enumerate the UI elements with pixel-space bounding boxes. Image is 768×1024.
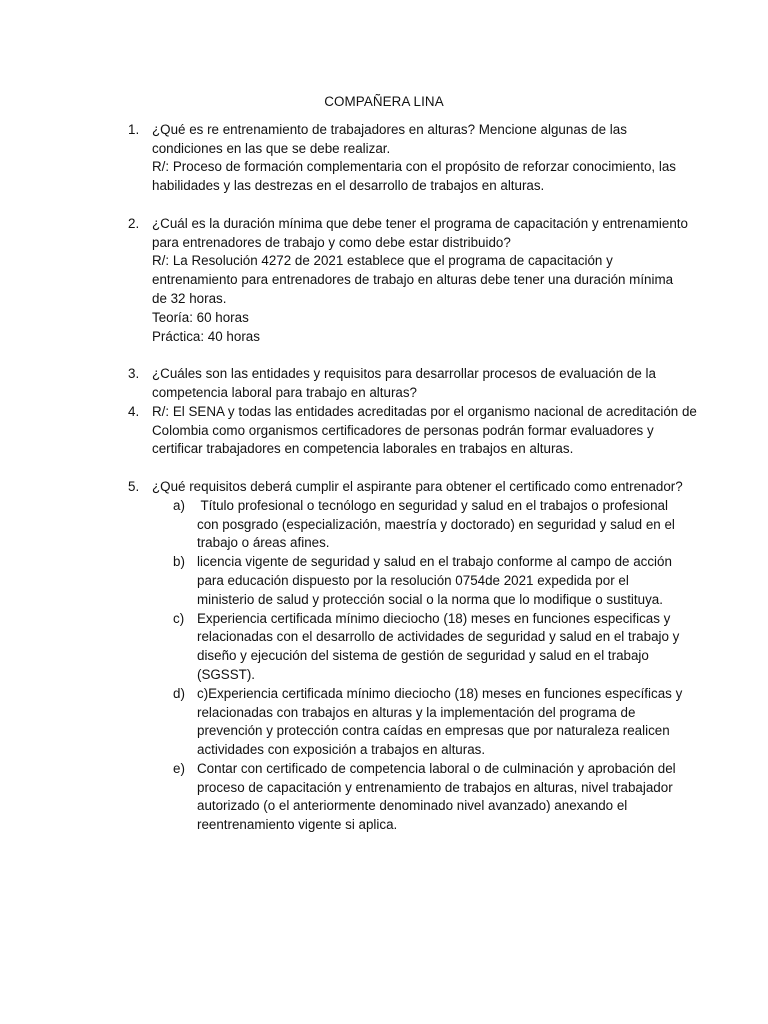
answer-line: R/: Proceso de formación complementaria con el propósito de reforzar conocimiento, las (152, 159, 676, 175)
question-number: 5. (128, 478, 140, 494)
text-line: ¿Cuál es la duración mínima que debe tener el programa de capacitación y entrenamiento (152, 215, 688, 231)
answer-line: de 32 horas. (152, 290, 227, 306)
requirement-letter: d) (173, 685, 185, 701)
question-number: 1. (128, 121, 140, 137)
text-line: autorizado (o el anteriormente denominado nivel avanzado) anexando el (197, 798, 628, 814)
text-line: Contar con certificado de competencia laboral o de culminación y aprobación del (197, 760, 676, 776)
question-5 (0, 478, 768, 835)
question-number: 2. (128, 215, 140, 231)
requirement-d (152, 685, 683, 760)
text-line: ¿Qué es re entrenamiento de trabajadores en alturas? Mencione algunas de las (152, 121, 627, 137)
text-line: Experiencia certificada mínimo dieciocho (18) meses en funciones especificas y (197, 610, 671, 626)
text-line: prevención y protección contra caídas en empresas que por naturaleza realicen (197, 723, 670, 739)
spacer (0, 346, 768, 365)
text-line: ¿Cuáles son las entidades y requisitos para desarrollar procesos de evaluación de la (152, 366, 656, 382)
text-line: diseño y ejecución del sistema de gestión de seguridad y salud en el trabajo (197, 648, 649, 664)
text-line: relacionadas con trabajos en alturas y la implementación del programa de (197, 704, 636, 720)
text-line: condiciones en las que se debe realizar. (152, 140, 391, 156)
text-line: actividades con exposición a trabajos en alturas. (197, 742, 486, 758)
question-3 (0, 365, 768, 403)
answer-line: entrenamiento para entrenadores de trabajo en alturas debe tener una duración mínima (152, 272, 674, 288)
requirement-letter: a) (173, 497, 185, 513)
requirement-list (152, 497, 683, 835)
requirement-letter: e) (173, 760, 185, 776)
answer-line: R/: El SENA y todas las entidades acreditadas por el organismo nacional de acreditación de (152, 403, 697, 419)
page-title: COMPAÑERA LINA (324, 94, 444, 109)
text-line: para entrenadores de trabajo y como debe estar distribuido? (152, 234, 511, 250)
question-number: 4. (128, 403, 140, 419)
spacer (0, 459, 768, 478)
answer-line: R/: La Resolución 4272 de 2021 establece que el programa de capacitación y (152, 253, 613, 269)
question-1 (0, 121, 768, 196)
text-line: Título profesional o tecnólogo en seguridad y salud en el trabajos o profesional (197, 497, 668, 513)
question-list (0, 121, 768, 835)
requirement-a (152, 497, 675, 553)
text-line: reentrenamiento vigente si aplica. (197, 817, 398, 833)
answer-line: Práctica: 40 horas (152, 328, 260, 344)
text-line: (SGSST). (197, 666, 256, 682)
answer-line: Teoría: 60 horas (152, 309, 249, 325)
text-line: ¿Qué requisitos deberá cumplir el aspirante para obtener el certificado como entrenador? (152, 478, 683, 494)
text-line: proceso de capacitación y entrenamiento de trabajos en alturas, nivel trabajador (197, 779, 673, 795)
requirement-letter: c) (173, 610, 185, 626)
text-line: licencia vigente de seguridad y salud en el trabajo conforme al campo de acción (197, 554, 672, 570)
requirement-c (152, 610, 680, 685)
requirement-e (152, 760, 676, 835)
spacer (0, 196, 768, 215)
text-line: competencia laboral para trabajo en alturas? (152, 384, 418, 400)
text-line: ministerio de salud y protección social o la norma que lo modifique o sustituya. (197, 591, 663, 607)
text-line: para educación dispuesto por la resolución 0754de 2021 expedida por el (197, 572, 629, 588)
text-line: relacionadas con el desarrollo de actividades de seguridad y salud en el trabajo y (197, 629, 680, 645)
answer-line: habilidades y las destrezas en el desarrollo de trabajos en alturas. (152, 178, 545, 194)
text-line: con posgrado (especialización, maestría y doctorado) en seguridad y salud en el (197, 516, 675, 532)
question-4 (0, 403, 768, 459)
text-line: c)Experiencia certificada mínimo dieciocho (18) meses en funciones específicas y (197, 685, 683, 701)
answer-line: certificar trabajadores en competencia laborales en trabajos en alturas. (152, 441, 574, 457)
requirement-b (152, 553, 672, 609)
requirement-letter: b) (173, 554, 185, 570)
text-line: trabajo o áreas afines. (197, 535, 330, 551)
answer-line: Colombia como organismos certificadores de personas podrán formar evaluadores y (152, 422, 654, 438)
question-number: 3. (128, 366, 140, 382)
question-2 (0, 215, 768, 347)
